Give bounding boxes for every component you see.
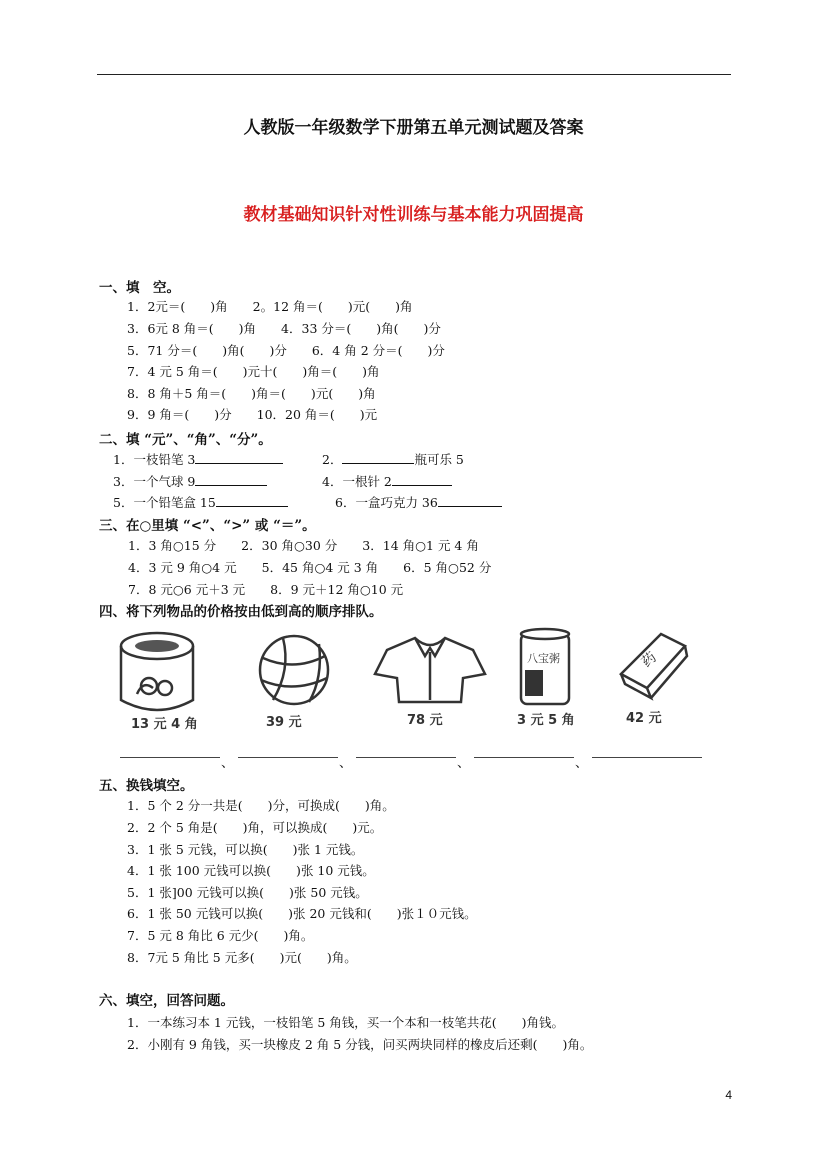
- order-blank-1: [120, 757, 220, 758]
- section-3-heading: 三、在○里填 “<”、“>” 或 “＝”。: [99, 518, 316, 534]
- s5-line-4: 4．1 张 100 元钱可以换( )张 10 元钱。: [127, 863, 375, 878]
- page-title: 人教版一年级数学下册第五单元测试题及答案: [243, 118, 584, 138]
- price-2: 39 元: [266, 715, 302, 730]
- header-rule: [97, 74, 731, 75]
- canned-food-icon: [121, 633, 193, 710]
- s2-item-3: 3．一个气球 9: [113, 472, 267, 490]
- order-sep-3: 、: [457, 756, 471, 771]
- order-sep-1: 、: [221, 756, 235, 771]
- s2-item-5: 5．一个铅笔盒 15: [113, 493, 288, 511]
- s3-line-1: 1．3 角○15 分 2．30 角○30 分 3．14 角○1 元 4 角: [128, 538, 479, 553]
- s6-line-2: 2．小刚有 9 角钱，买一块橡皮 2 角 5 分钱，问买两块同样的橡皮后还剩( )角。: [127, 1037, 593, 1052]
- s1-line-4: 7．4 元 5 角＝( )元十( )角＝( )角: [127, 364, 380, 379]
- section-4-heading: 四、将下列物品的价格按由低到高的顺序排队。: [99, 604, 383, 620]
- section-5-heading: 五、换钱填空。: [99, 778, 194, 794]
- shirt-icon: [375, 638, 485, 702]
- s5-line-6: 6．1 张 50 元钱可以换( )张 20 元钱和( )张１０元钱。: [127, 906, 477, 921]
- section-6-heading: 六、填空，回答问题。: [99, 993, 234, 1009]
- price-3: 78 元: [407, 713, 443, 728]
- s1-line-6: 9．9 角＝( )分 10．20 角＝( )元: [127, 407, 378, 422]
- basketball-icon: [260, 636, 328, 704]
- s5-line-2: 2．2 个 5 角是( )角，可以换成( )元。: [127, 820, 383, 835]
- price-1: 13 元 4 角: [131, 717, 198, 732]
- porridge-can-icon: [521, 629, 569, 704]
- page-number: 4: [725, 1088, 732, 1102]
- medicine-box-icon: [621, 634, 687, 698]
- s2-item-1: 1．一枝铅笔 3: [113, 450, 283, 468]
- svg-text:八宝粥: 八宝粥: [527, 652, 560, 665]
- s5-line-7: 7．5 元 8 角比 6 元少( )角。: [127, 928, 314, 943]
- section-1-heading: 一、填 空。: [99, 280, 180, 296]
- s5-line-1: 1．5 个 2 分一共是( )分，可换成( )角。: [127, 798, 395, 813]
- s1-line-3: 5．71 分＝( )角( )分 6．4 角 2 分＝( )分: [127, 343, 445, 358]
- s2-item-4: 4．一根针 2: [322, 472, 452, 490]
- order-blank-4: [474, 757, 574, 758]
- s2-item-2: 2． 瓶可乐 5: [322, 452, 464, 467]
- price-4: 3 元 5 角: [517, 713, 575, 728]
- s6-line-1: 1．一本练习本 1 元钱，一枝铅笔 5 角钱，买一个本和一枝笔共花( )角钱。: [127, 1015, 565, 1030]
- s2-item-6: 6．一盒巧克力 36: [335, 493, 502, 511]
- s1-line-5: 8．8 角＋5 角＝( )角＝( )元( )角: [127, 386, 376, 401]
- s5-line-8: 8．7元 5 角比 5 元多( )元( )角。: [127, 950, 357, 965]
- s5-line-5: 5．1 张]00 元钱可以换( )张 50 元钱。: [127, 885, 368, 900]
- svg-text:药: 药: [638, 649, 660, 671]
- items-illustration: [113, 622, 727, 772]
- s5-line-3: 3．1 张 5 元钱，可以换( )张 1 元钱。: [127, 842, 364, 857]
- section-2-heading: 二、填 “元”、“角”、“分”。: [99, 432, 272, 448]
- page-subtitle: 教材基础知识针对性训练与基本能力巩固提高: [243, 205, 584, 225]
- s3-line-3: 7．8 元○6 元＋3 元 8．9 元＋12 角○10 元: [128, 582, 404, 597]
- s3-line-2: 4．3 元 9 角○4 元 5．45 角○4 元 3 角 6．5 角○52 分: [128, 560, 492, 575]
- order-blank-2: [238, 757, 338, 758]
- order-blank-5: [592, 757, 702, 758]
- order-sep-4: 、: [575, 756, 589, 771]
- s1-line-1: 1．2元＝( )角 2。12 角＝( )元( )角: [127, 299, 413, 314]
- price-5: 42 元: [626, 711, 662, 726]
- order-sep-2: 、: [339, 756, 353, 771]
- order-blank-3: [356, 757, 456, 758]
- s1-line-2: 3．6元 8 角＝( )角 4．33 分＝( )角( )分: [127, 321, 441, 336]
